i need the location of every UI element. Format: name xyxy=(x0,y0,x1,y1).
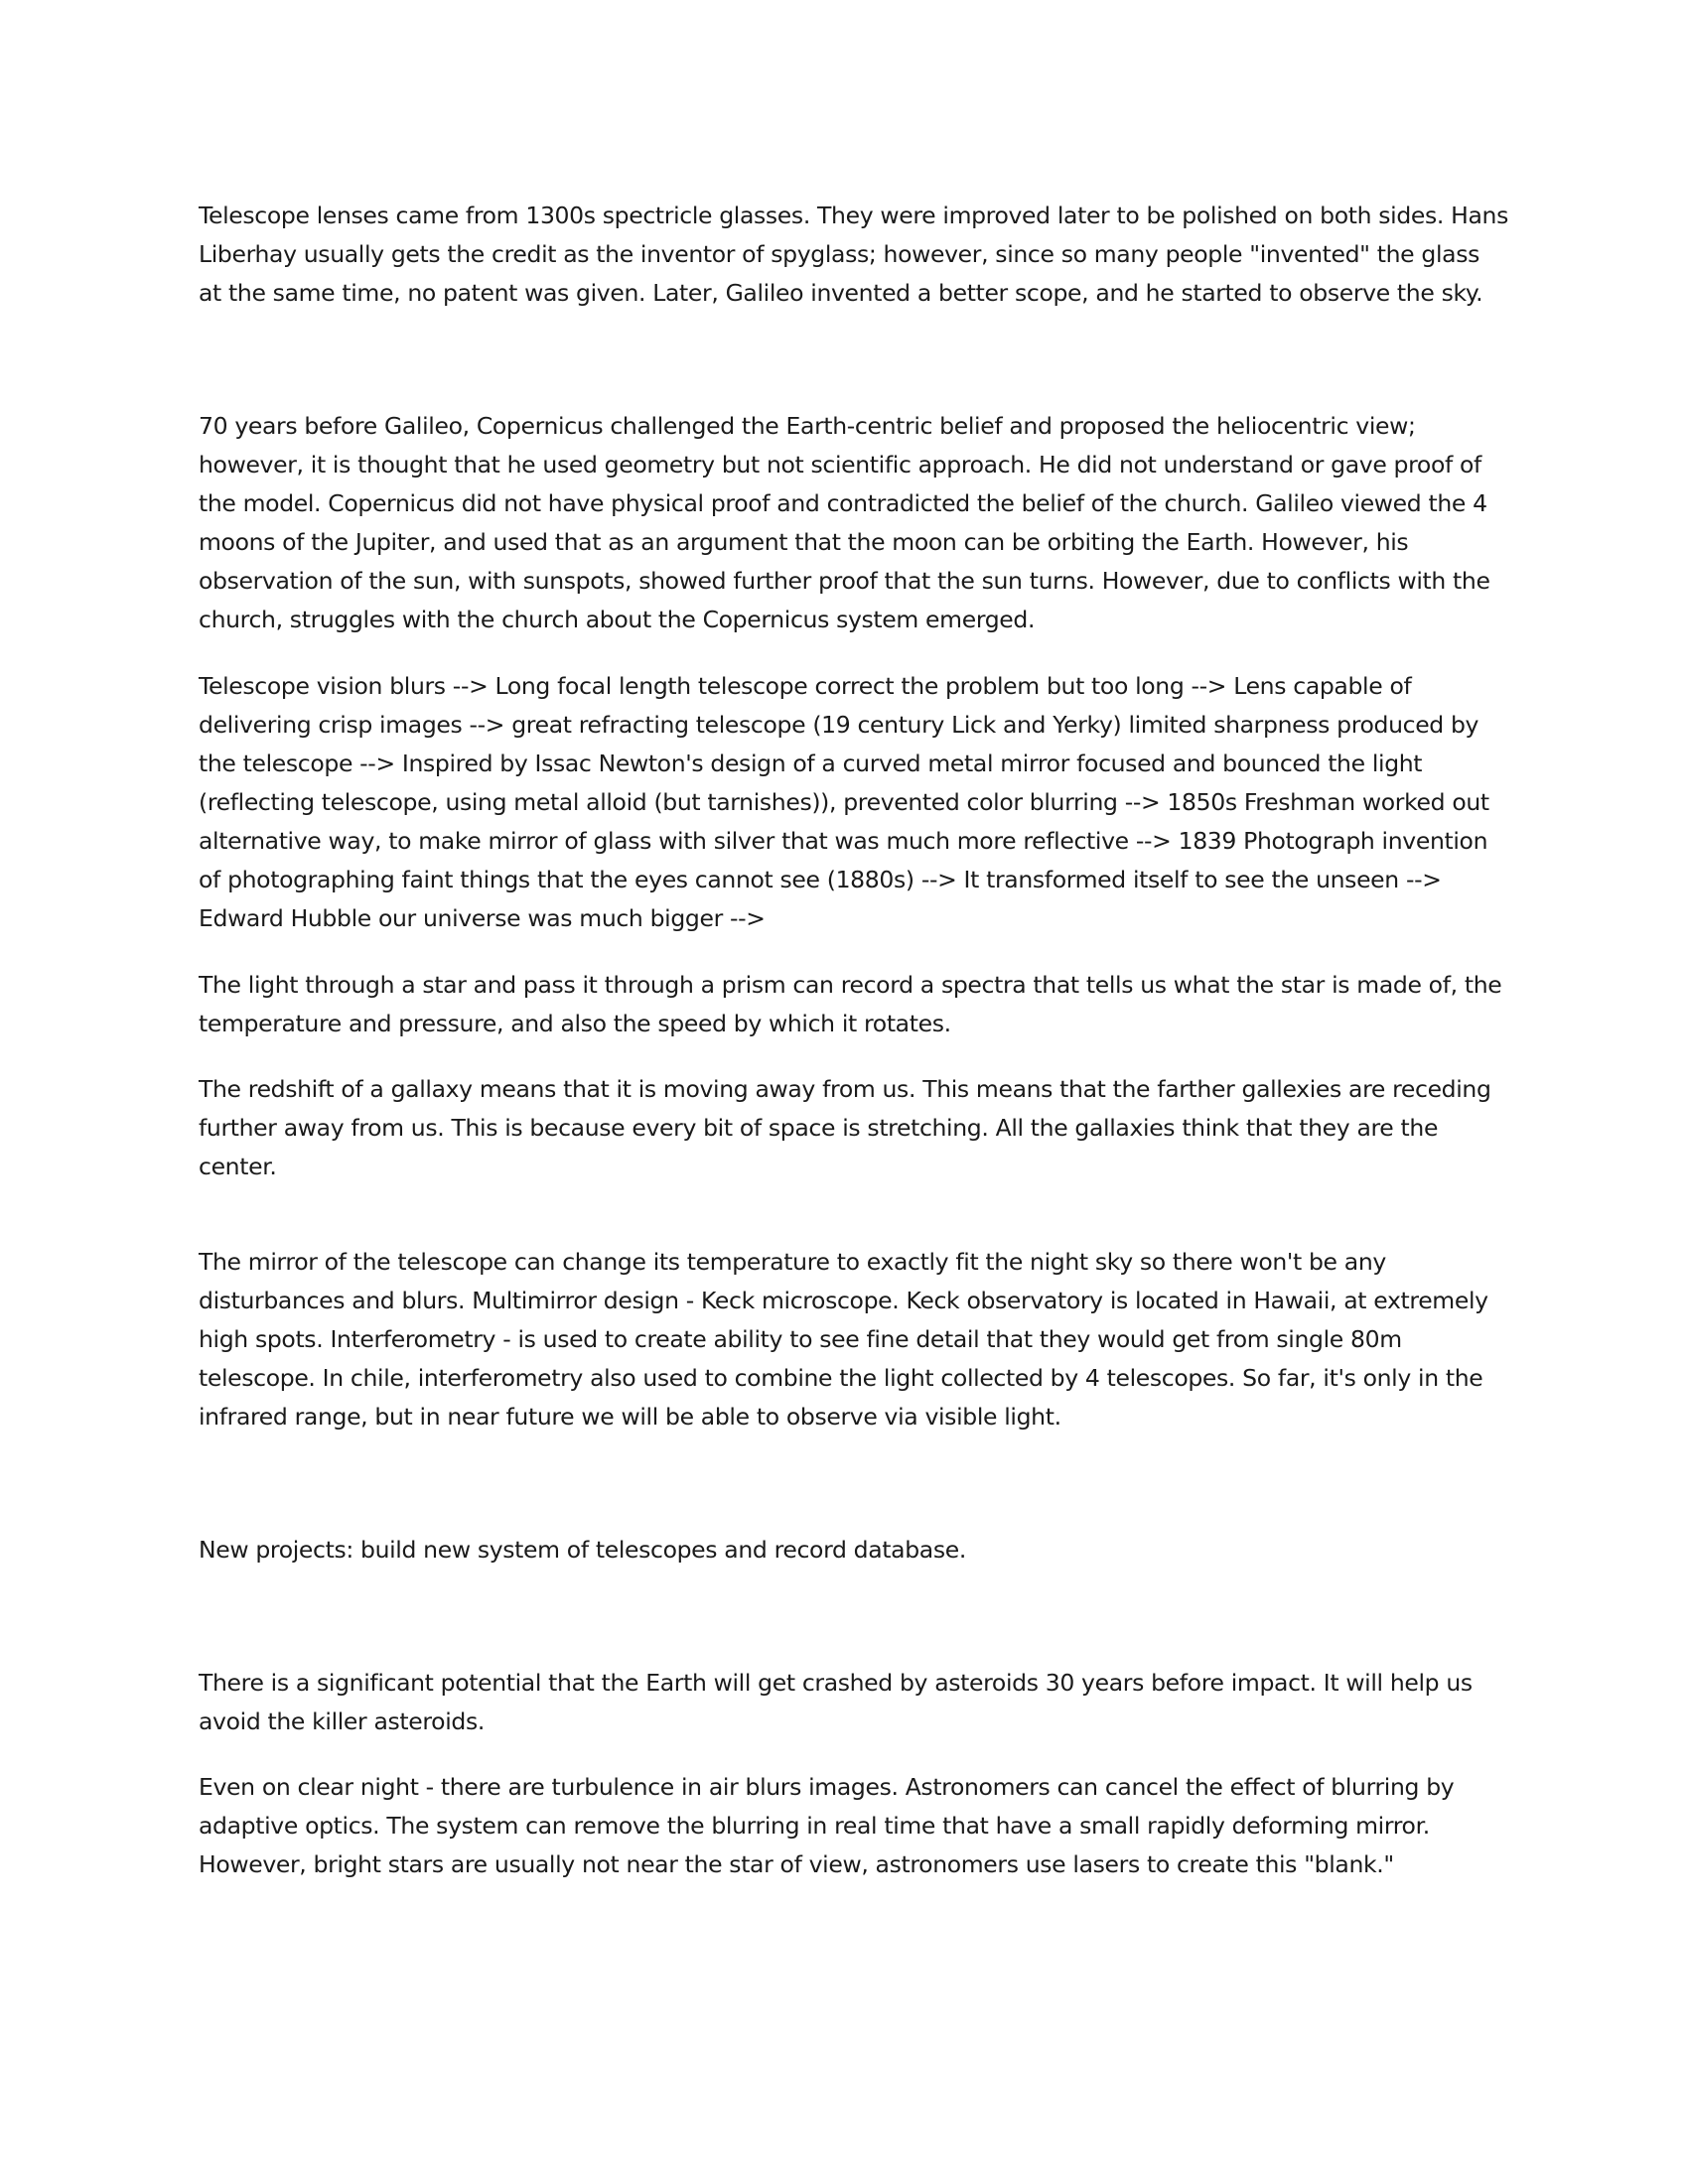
paragraph-telescope-history-chain: Telescope vision blurs --> Long focal length telescope correct the problem but too long --> Lens capable of delivering crisp images --> great refracting telescope (19 century Lick and Yerky) limited sharpness produced by the telescope --> Inspired by Issac Newton's design of a curved metal mirror focused and bounced the light (reflecting telescope, using metal alloid (but tarnishes)), prevented color blurring --> 1850s Freshman worked out alternative way, to make mirror of glass with silver that was much more reflective --> 1839 Photograph invention of photographing faint things that the eyes cannot see (1880s) --> It transformed itself to see the unseen --> Edward Hubble our universe was much bigger --> xyxy=(199,672,1489,932)
paragraph-copernicus: 70 years before Galileo, Copernicus challenged the Earth-centric belief and proposed the heliocentric view; however, it is thought that he used geometry but not scientific approach. He did not understand or gave proof of the model. Copernicus did not have physical proof and contradicted the belief of the church. Galileo viewed the 4 moons of the Jupiter, and used that as an argument that the moon can be orbiting the Earth. However, his observation of the sun, with sunspots, showed further proof that the sun turns. However, due to conflicts with the church, struggles with the church about the Copernicus system emerged. xyxy=(199,412,1490,633)
paragraph-asteroids: There is a significant potential that the Earth will get crashed by asteroids 30 years before impact. It will help us avoid the killer asteroids. xyxy=(199,1669,1473,1735)
paragraph-spectra: The light through a star and pass it through a prism can record a spectra that tells us what the star is made of, the temperature and pressure, and also the speed by which it rotates. xyxy=(199,971,1502,1037)
paragraph-telescope-lenses: Telescope lenses came from 1300s spectricle glasses. They were improved later to be polished on both sides. Hans Liberhay usually gets the credit as the inventor of spyglass; however, since so many people "invented" the glass at the same time, no patent was given. Later, Galileo invented a better scope, and he started to observe the sky. xyxy=(199,202,1508,307)
paragraph-adaptive-optics: Even on clear night - there are turbulence in air blurs images. Astronomers can cancel the effect of blurring by adaptive optics. The system can remove the blurring in real time that have a small rapidly deforming mirror. However, bright stars are usually not near the star of view, astronomers use lasers to create this "blank." xyxy=(199,1773,1455,1878)
paragraph-new-projects: New projects: build new system of telescopes and record database. xyxy=(199,1536,966,1564)
paragraph-mirror-keck: The mirror of the telescope can change its temperature to exactly fit the night sky so there won't be any disturbances and blurs. Multimirror design - Keck microscope. Keck observatory is located in Hawaii, at extremely high spots. Interferometry - is used to create ability to see fine detail that they would get from single 80m telescope. In chile, interferometry also used to combine the light collected by 4 telescopes. So far, it's only in the infrared range, but in near future we will be able to observe via visible light. xyxy=(199,1248,1488,1431)
paragraph-redshift: The redshift of a gallaxy means that it is moving away from us. This means that the farther gallexies are receding further away from us. This is because every bit of space is stretching. All the gallaxies think that they are the center. xyxy=(199,1075,1491,1180)
